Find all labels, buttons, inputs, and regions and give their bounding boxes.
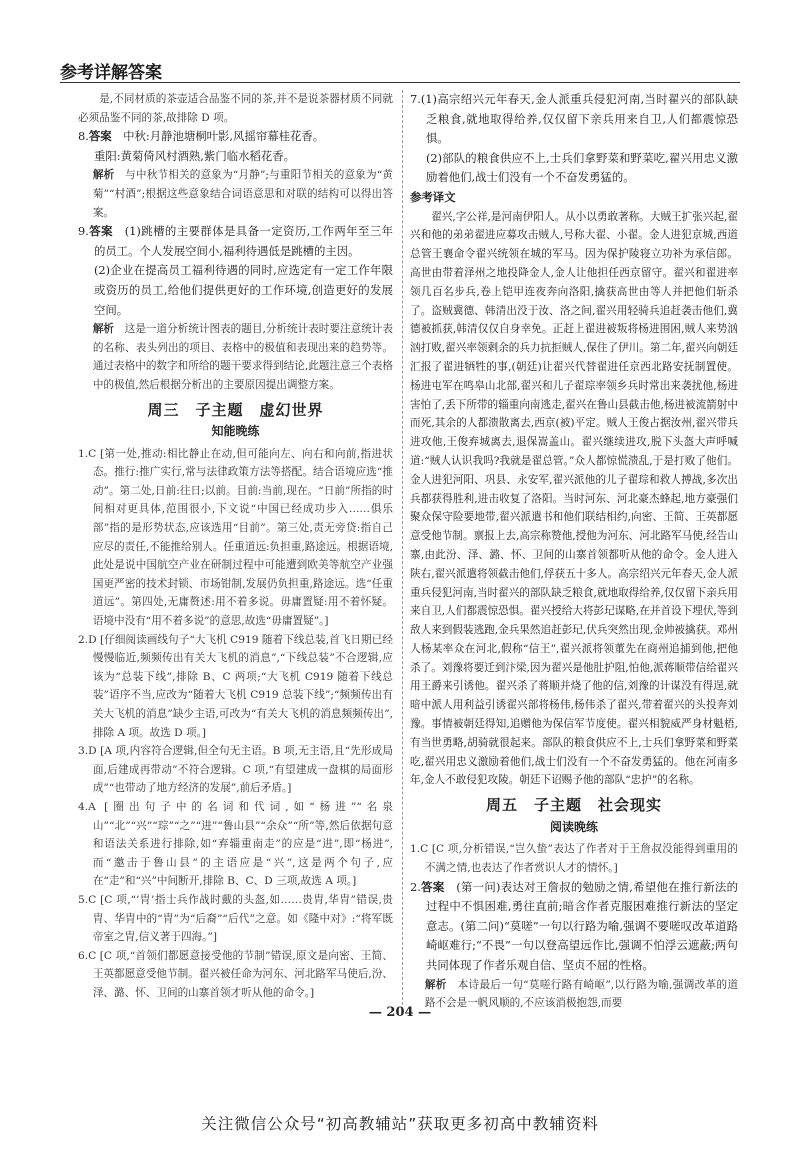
answer-7-part2: (2)部队的粮食供应不上,士兵们拿野菜和野菜吃,翟兴用忠义激励着他们,战士们没有一个不奋发勇猛的。 xyxy=(425,150,738,185)
analysis-2: 解析 本诗最后一句“莫嗟行路有崎岖”,以行路为喻,强调改革的道路不会是一帆风顺的,不应该消极抱怨,而要 xyxy=(424,978,738,1010)
column-divider xyxy=(402,90,403,1010)
list-item: 4.A [圈出句子中的名词和代词,如“杨进”“名泉山”“北”“兴”“琮”“之”“进”“鲁山县”“余众”“所”等,然后依据句意和语法关系进行排除,如“弃辎重南走”的应是“进”,即“杨进”,而“邀击于鲁山县”的主语应是“兴”,这是两个句子,应在“走”和“兴”中间断开,排除 B、C、D 三项,故选 A 项。] xyxy=(78,800,393,888)
analysis-9: 解析 这是一道分析统计图表的题目,分析统计表时要注意统计表的名称、表头列出的项目、表格中的极值和表现出来的趋势等。通过表格中的数字和所给的题干要求得到结论,此题注意三个表格中的极值,然后根据分析出的主要原因提出调整方案。 xyxy=(92,323,393,391)
answer-7-part1: 7.(1)高宗绍兴元年春天,金人派重兵侵犯河南,当时翟兴的部队缺乏粮食,就地取得给养,仅仅留下亲兵用来自卫,人们都震惊恐惧。 xyxy=(410,92,738,146)
section-subtitle: 知能晚练 xyxy=(211,424,260,439)
list-item: 1.C [第一处,推动:相比静止在动,但可能向左、向右和向前,指进状态。推行:推广实行,常与法律政策方法等搭配。结合语境应选“推动”。第二处,日前:往日;以前。目前:当前,现在。“日前”所指的时间相对更具体,范围很小,下文说“中国已经成功步入……俱乐部”指的是形势状态,应该选用“目前”。第三处,责无旁贷:指自己应尽的责任,不能推给别人。任重道远:负担重,路途远。根据语境,此处是说中国航空产业在研制过程中可能遭到欧美等航空产业强国更严密的技术封锁、市场钳制,发展仍负担重,路途远。选“任重道远”。第四处,无庸赘述:用不着多说。毋庸置疑:用不着怀疑。语境中没有“用不着多说”的意思,故选“毋庸置疑”。] xyxy=(78,447,393,628)
list-item: 2.D [仔细阅读画线句子“大飞机 C919 随着下线总装,首飞日期已经慢慢临近,频频传出有关大飞机的消息”,“下线总装”不合逻辑,应该为“总装下线”,排除 B、C 两项;“大飞机 C919 随着下线总装”语序不当,应改为“随着大飞机 C919 总装下线”;“频频传出有关大飞机的消息”缺少主语,可改为“有关大飞机的消息频频传出”,排除 A 项。故选 D 项。] xyxy=(78,633,393,739)
continued-paragraph: 是,不同材质的茶壶适合品鉴不同的茶,并不是说茶器材质不同就必须品鉴不同的茶,故排除 D 项。 xyxy=(78,93,393,124)
answer-8-line2: 重阳:黄菊倚风村酒熟,紫门临水稻花香。 xyxy=(93,148,296,163)
answer-9: 9.答案 (1)跳槽的主要群体是具备一定资历,工作两年至三年的员工。个人发展空间小,福利待遇低是跳槽的主因。 xyxy=(78,224,393,258)
answer-9-part2: (2)企业在提高员工福利待遇的同时,应选定有一定工作年限或资历的员工,给他们提供更好的工作环境,创造更好的发展空间。 xyxy=(93,263,393,317)
translation-text: 翟兴,字公祥,是河南伊阳人。从小以勇敢著称。大贼王扩张兴起,翟兴和他的弟弟翟进应募攻击贼人,号称大翟、小翟。金人进犯京城,西道总管王襄命令翟兴统领在城的军马。因为保护陵寝立功补为承信郎。高世由带着泽州之地投降金人,金人让他担任西京留守。翟兴和翟进率领几百名步兵,卷上铠甲连夜奔向洛阳,擒获高世由等人并把他们斩杀了。盗贼冀德、韩清出没于汝、洛之间,翟兴用轻骑兵追赶袭击他们,冀德被抓获,韩清仅仅自身幸免。正赶上翟进被叛将杨进围困,贼人来势汹汹打败,翟兴率领剩余的兵力抗拒贼人,保住了伊川。第二年,翟兴向朝廷汇报了翟进牺牲的事,(朝廷)让翟兴代替翟进任京西北路安抚制置使。杨进屯军在鸣皋山北部,翟兴和儿子翟琮率领乡兵时常出来袭扰他,杨进害怕了,丢下所带的辎重向南逃走,翟兴在鲁山县截击他,杨进被流箭射中而死,其余的人都溃散离去,西京(被)平定。贼人王俊占据汝州,翟兴带兵进攻他,王俊弃城离去,退保嵩盖山。翟兴继续进攻,脱下头盔大声呼喊道:“贼人认识我吗?我就是翟总管。”众人都惊慌溃乱,于是打败了他们。金人进犯河阳、巩县、永安军,翟兴派他的儿子翟琮和救人搏战,多次出兵都获得胜利,进击收复了洛阳。当时河东、河北豪杰蜂起,地方豪强们聚众保守险要地带,翟兴派遣书和他们联结相约,向密、王简、王英都愿意受他节制。禀报上去,高宗称赞他,授他为河东、河北路军马使,经告山寨,由此汾、泽、潞、怀、卫间的山寨首领都听从他的命令。金人进入陕右,翟兴派遣将领截击他们,俘获五十多人。高宗绍兴元年春天,金人派重兵侵犯河南,当时翟兴的部队缺乏粮食,就地取得给养,仅仅留下亲兵用来自卫,人们都震惊恐惧。翟兴授给大将彭玘谋略,在并首设下埋伏,等到敌人来到假装逃跑,金兵果然追赶彭玘,伏兵突然出现,金帅被擒获。邓州人杨某率众在河北,假称“信王”,翟兴派将领董先在商州追捕到他,把他杀了。刘豫将要迁到汴梁,因为翟兴是他肚护阻,怕他,派蒋顺带信给翟兴用王爵来引诱他。翟兴杀了蒋顺并烧了他的信,刘豫的计谋没有得逞,就暗中派人用利益引诱翟兴部将杨伟,杨伟杀了翟兴,带着翟兴的头投奔刘豫。事情被朝廷得知,追赠他为保信军节度使。翟兴相貌威严身材魁梧,有当世勇略,胡骑就很起来。部队的粮食供应不上,士兵们拿野菜和野菜吃,翟兴用忠义激励着他们,战士们没有一个不奋发勇猛的。他在河南多年,金人不敢侵犯攻陵。朝廷下诏赐予他的部队“忠护”的名称。 xyxy=(410,210,738,787)
list-item: 1.C [C 项,分析错误,“岂久蛰”表达了作者对于王詹叔没能得到重用的不满之情,也表达了作者赏识人才的情怀。] xyxy=(410,843,738,875)
list-item: 3.D [A 项,内容符合逻辑,但全句无主语。B 项,无主语,且“先形成局面,后建成再带动”不符合逻辑。C 项,“有望建成一盘棋的局面形成”“也带动了地方经济的发展”,前后矛盾。] xyxy=(78,745,393,795)
answer-2: 2.答案 (第一问)表达对王詹叔的勉励之情,希望他在推行新法的过程中不惧困难,勇往直前;暗含作者克服困难推行新法的坚定意志。(第二问)“莫嗟”一句以行路为喻,强调不要嗟叹改革道路崎岖难行;“不畏”一句以登高望远作比,强调不怕浮云遮蔽;两句共同体现了作者乐观自信、坚贞不屈的性格。 xyxy=(410,879,738,973)
section-title-wednesday: 周三 子主题 虚幻世界 xyxy=(147,400,324,419)
list-item: 6.C [C 项,“首领们都愿意接受他的节制”错误,原文是向密、王简、王英都愿意受他节制。翟兴被任命为河东、河北路军马使后,汾、泽、潞、怀、卫间的山寨首领才听从他的命令。] xyxy=(78,949,393,999)
section-title-friday: 周五 子主题 社会现实 xyxy=(485,796,662,815)
answer-label: 答案 xyxy=(88,129,112,144)
section-subtitle: 阅读晚练 xyxy=(549,819,598,834)
answer-label: 答案 xyxy=(88,224,113,239)
answer-8: 8.答案 中秋:月静池塘桐叶影,风摇帘幕桂花香。 xyxy=(78,129,325,144)
page-header-title: 参考详解答案 xyxy=(60,63,162,83)
header-rule xyxy=(60,82,740,83)
analysis-8: 解析 与中秋节相关的意象为“月静”;与重阳节相关的意象为“黄菊”“村酒”;根据这些意象结合词语意思和对联的结构可以得出答案。 xyxy=(92,169,393,219)
page-number: — 204 — xyxy=(368,1005,432,1020)
translation-heading: 参考译文 xyxy=(410,189,456,204)
list-item: 5.C [C 项,“‘胄’指士兵作战时戴的头盔,如……贵胄,华胄”错误,贵胄、华胄中的“胄”为“后裔”“后代”之意。如《隆中对》:“将军既帝室之胄,信义著于四海。”] xyxy=(78,893,393,944)
answer-label: 答案 xyxy=(420,879,445,894)
right-column xyxy=(410,90,738,1010)
left-column xyxy=(78,90,393,1010)
footer-note: 关注微信公众号“初高教辅站”获取更多初高中教辅资料 xyxy=(201,1115,599,1133)
